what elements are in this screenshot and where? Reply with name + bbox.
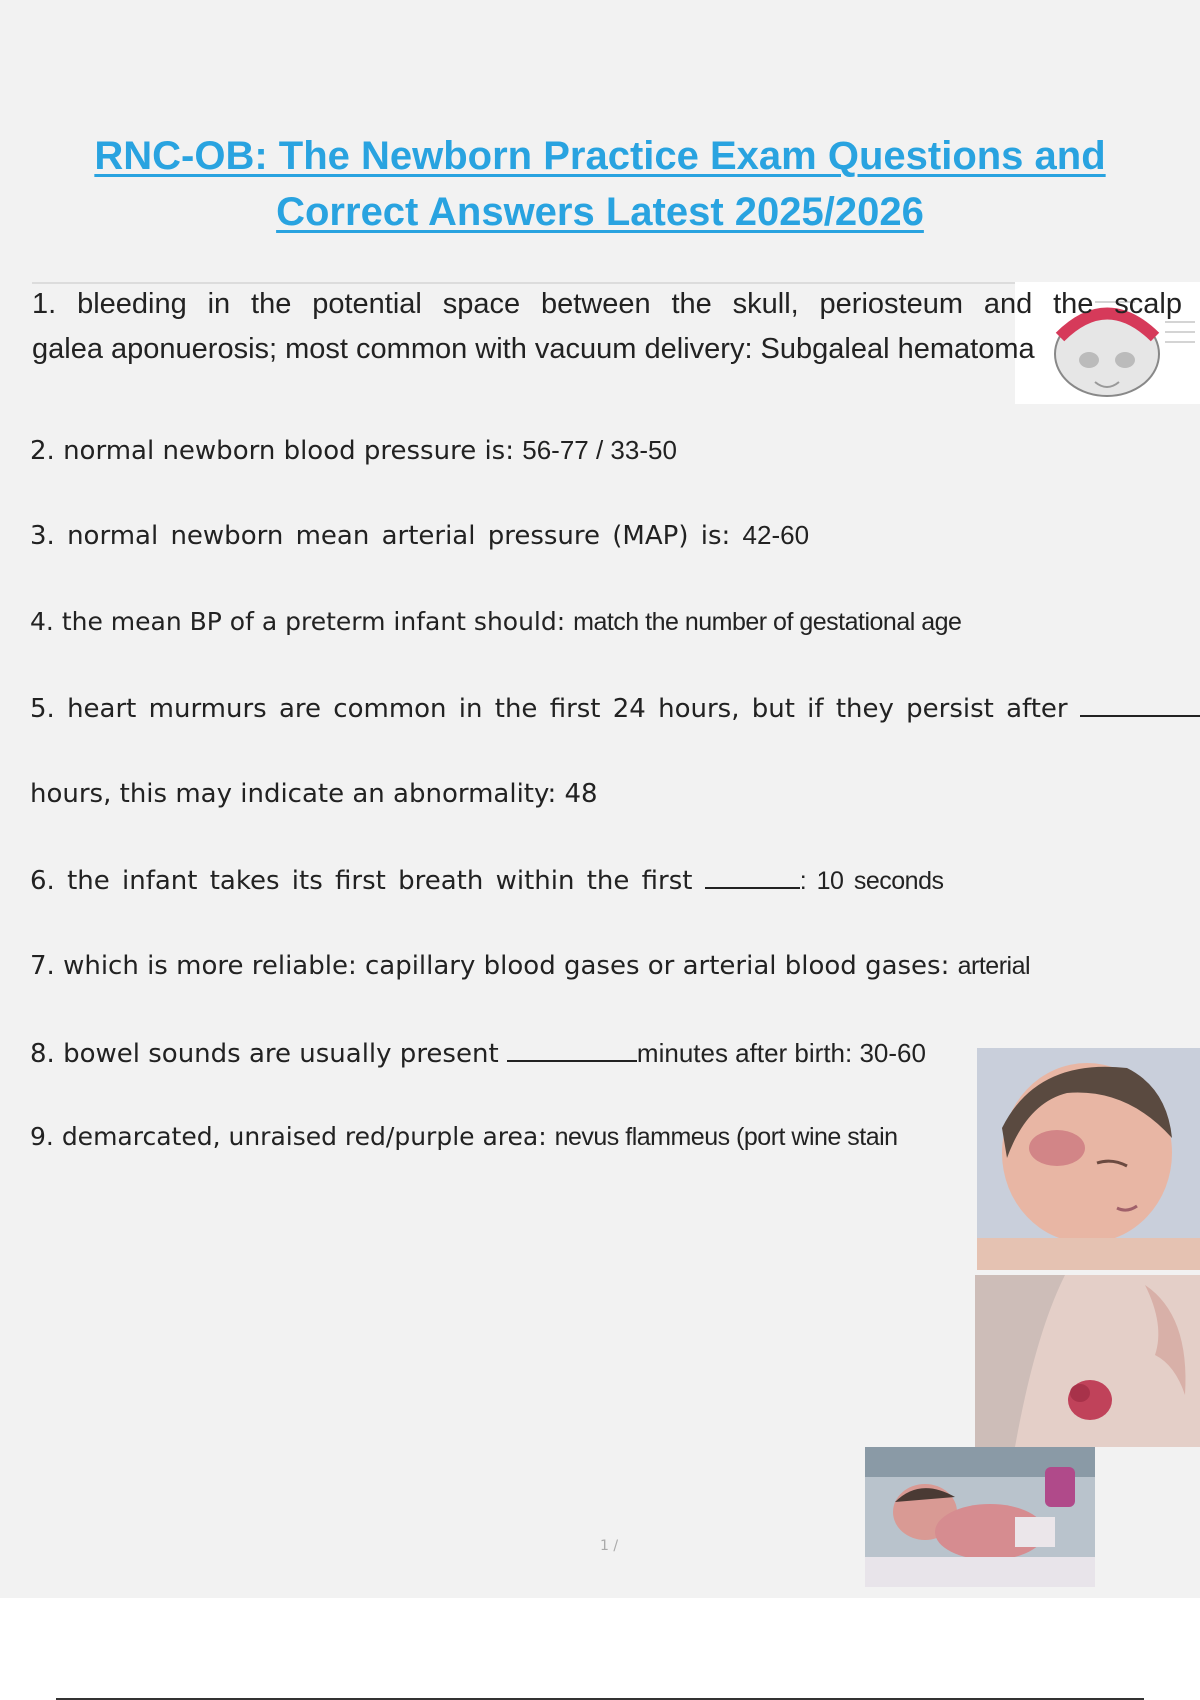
- question-text-continued: galea aponuerosis; most common with vacuum delivery: Subgaleal hematoma: [32, 333, 1035, 365]
- question-number: 3.: [30, 521, 55, 551]
- question-7: [30, 948, 1150, 984]
- question-5-continued: [30, 776, 1150, 812]
- question-text: which is more reliable: capillary blood gases or arterial blood gases:: [63, 951, 958, 981]
- question-answer: 56-77 / 33-50: [522, 435, 677, 465]
- question-text: the infant takes its first breath within the first: [67, 866, 693, 896]
- answer-blank: [1080, 689, 1200, 717]
- question-5: [30, 689, 1150, 727]
- question-number: 1.: [32, 288, 57, 320]
- question-6: [30, 861, 1150, 899]
- question-number: 6.: [30, 866, 55, 896]
- question-answer: match the number of gestational age: [573, 608, 962, 636]
- question-text: bowel sounds are usually present: [63, 1039, 499, 1069]
- question-4: [30, 604, 1150, 640]
- newborn-face-photo: [977, 1048, 1200, 1270]
- page-number: 1 /: [600, 1538, 619, 1554]
- question-number: 2.: [30, 436, 55, 466]
- question-number: 7.: [30, 951, 55, 981]
- question-text: the mean BP of a preterm infant should:: [61, 607, 574, 636]
- question-text-continued: hours, this may indicate an abnormality: 48: [30, 779, 598, 809]
- question-number: 9.: [30, 1122, 54, 1151]
- question-1: [32, 282, 1182, 372]
- question-answer: minutes after birth: 30-60: [636, 1038, 926, 1068]
- port-wine-stain-photo: [975, 1275, 1200, 1447]
- question-text: heart murmurs are common in the first 24 hours, but if they persist after: [67, 694, 1068, 724]
- question-number: 8.: [30, 1039, 55, 1069]
- question-answer: arterial: [957, 952, 1031, 980]
- question-answer: : 10 seconds: [799, 867, 944, 895]
- question-text: demarcated, unraised red/purple area:: [61, 1122, 555, 1151]
- question-number: 4.: [30, 607, 54, 636]
- question-text: bleeding in the potential space between the skull, periosteum and the scalp: [77, 288, 1182, 320]
- question-text: normal newborn mean arterial pressure (MAP) is:: [67, 521, 743, 551]
- question-3: [30, 517, 1150, 554]
- document-title: [40, 128, 1160, 240]
- title-line-2: Correct Answers Latest 2025/2026: [276, 190, 924, 234]
- newborn-crib-photo: [865, 1447, 1095, 1587]
- question-text: normal newborn blood pressure is:: [63, 436, 523, 466]
- answer-blank: [507, 1034, 637, 1062]
- question-answer: nevus flammeus (port wine stain: [554, 1123, 898, 1151]
- title-line-1: RNC-OB: The Newborn Practice Exam Questions and: [94, 134, 1106, 178]
- answer-blank: [705, 861, 800, 889]
- question-answer: 42-60: [742, 520, 810, 550]
- question-number: 5.: [30, 694, 55, 724]
- question-2: [30, 432, 1150, 469]
